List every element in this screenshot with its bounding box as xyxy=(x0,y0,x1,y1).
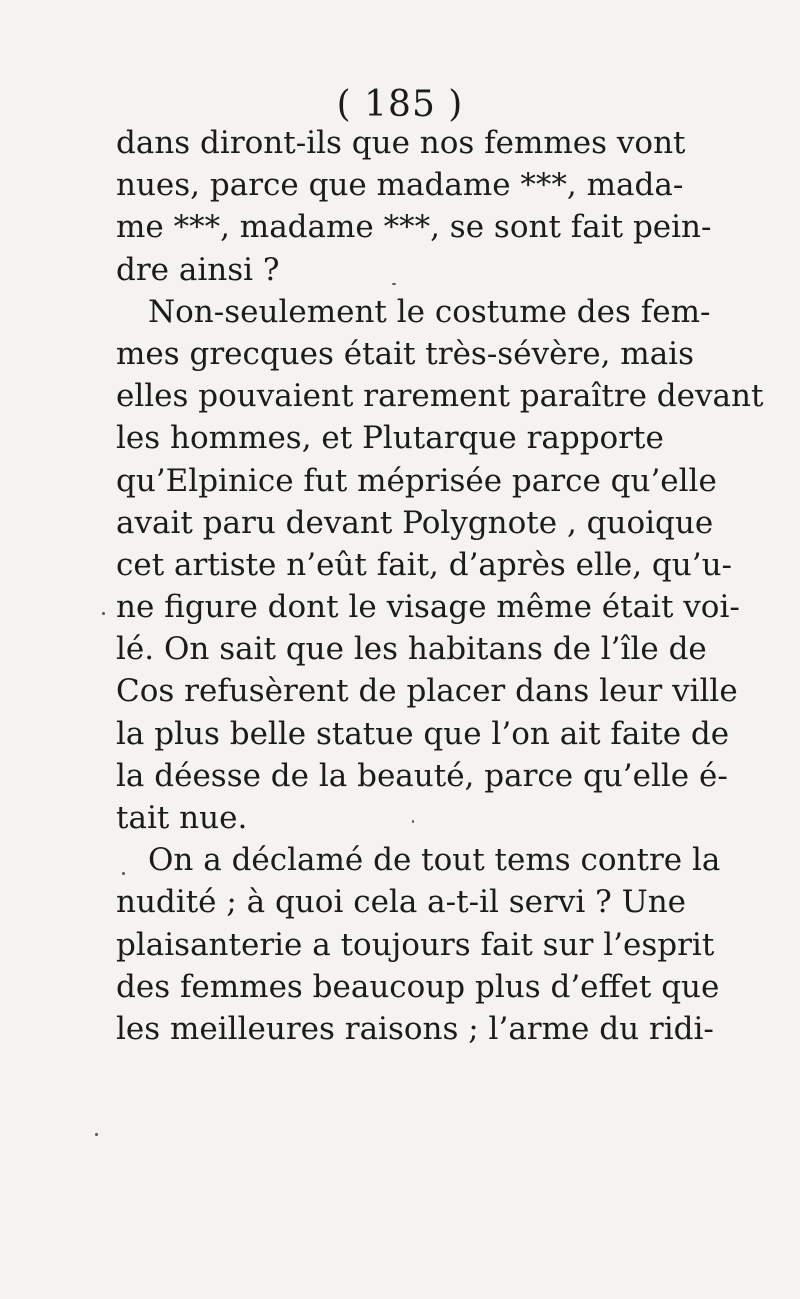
text-line: nudité ; à quoi cela a-t-il servi ? Une xyxy=(116,884,687,921)
ink-speck xyxy=(95,1133,98,1136)
text-line: la déesse de la beauté, parce qu’elle é- xyxy=(116,757,728,794)
text-line: plaisanterie a toujours fait sur l’esprit xyxy=(116,926,715,963)
page-number: ( 185 ) xyxy=(336,84,464,125)
text-line: ne figure dont le visage même était voi- xyxy=(116,589,740,626)
text-line: me ***, madame ***, se sont fait pein- xyxy=(116,209,712,246)
text-line: elles pouvaient rarement paraître devant xyxy=(116,378,764,415)
text-line: les meilleures raisons ; l’arme du ridi- xyxy=(116,1010,714,1047)
ink-speck xyxy=(102,612,105,615)
text-line: nues, parce que madame ***, mada- xyxy=(116,167,684,204)
text-line: Non-seulement le costume des fem- xyxy=(148,293,711,330)
body-text xyxy=(116,122,764,1050)
text-line: tait nue. xyxy=(116,800,248,836)
ink-speck xyxy=(412,820,414,823)
text-line: avait paru devant Polygnote , quoique xyxy=(116,504,714,541)
text-line: des femmes beaucoup plus d’effet que xyxy=(116,968,720,1005)
text-line: lé. On sait que les habitans de l’île de xyxy=(116,631,707,668)
text-line: qu’Elpinice fut méprisée parce qu’elle xyxy=(116,462,717,499)
text-line: mes grecques était très-sévère, mais xyxy=(116,335,694,372)
ink-speck xyxy=(392,283,396,285)
text-line: Cos refusèrent de placer dans leur ville xyxy=(116,673,738,710)
text-line: la plus belle statue que l’on ait faite de xyxy=(116,715,730,752)
ink-speck xyxy=(122,872,125,875)
text-line: On a déclamé de tout tems contre la xyxy=(148,842,721,879)
text-line: les hommes, et Plutarque rapporte xyxy=(116,420,664,457)
text-line: cet artiste n’eût fait, d’après elle, qu’u- xyxy=(116,546,733,583)
text-line: dre ainsi ? xyxy=(116,251,280,288)
text-line: dans diront-ils que nos femmes vont xyxy=(116,125,686,161)
